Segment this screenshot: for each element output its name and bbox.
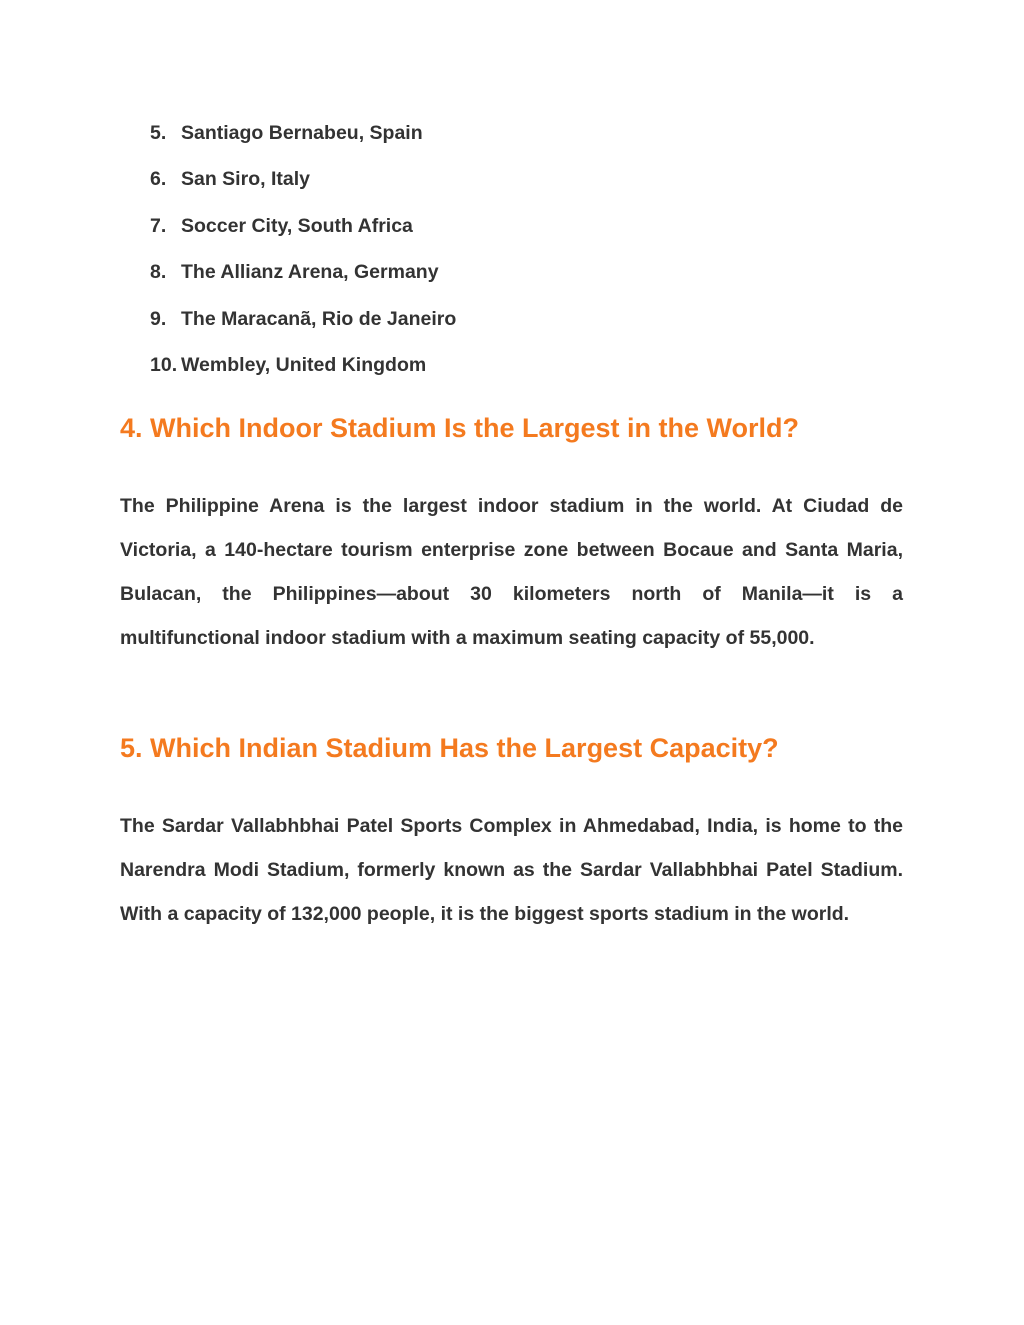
list-item-number: 7. (150, 214, 167, 237)
stadium-list (150, 118, 456, 396)
list-item-text: Santiago Bernabeu, Spain (181, 122, 423, 144)
list-item-text: Soccer City, South Africa (181, 214, 413, 237)
list-item (150, 118, 456, 164)
list-item-number: 6. (150, 168, 167, 191)
section-body-indoor-stadium: The Philippine Arena is the largest indoor stadium in the world. At Ciudad de Victoria, a 140-hectare tourism enterprise zone between Bocaue and Santa Maria, Bulacan, the Philippines—about 30 kilometers north of Manila—it is a multifunctional indoor stadium with a maximum seating capacity of 55,000. (120, 495, 903, 649)
section-heading-indian-stadium: 5. Which Indian Stadium Has the Largest Capacity? (120, 733, 779, 763)
list-item (150, 164, 456, 210)
list-item-number: 9. (150, 307, 167, 330)
list-item-number: 5. (150, 122, 167, 144)
list-item-text: San Siro, Italy (181, 168, 310, 191)
list-item (150, 257, 456, 303)
list-item (150, 304, 456, 350)
list-item-number: 8. (150, 261, 167, 284)
section-heading-indoor-stadium: 4. Which Indoor Stadium Is the Largest in the World? (120, 413, 800, 443)
list-item-text: Wembley, United Kingdom (181, 353, 427, 376)
list-item-text: The Maracanã, Rio de Janeiro (181, 307, 457, 330)
list-item-number: 10. (150, 353, 178, 376)
list-item-text: The Allianz Arena, Germany (181, 261, 439, 284)
list-item (150, 211, 456, 257)
section-body-indian-stadium: The Sardar Vallabhbhai Patel Sports Complex in Ahmedabad, India, is home to the Narendra Modi Stadium, formerly known as the Sardar Vallabhbhai Patel Stadium. With a capacity of 132,000 people, it is the biggest sports stadium in the world. (120, 815, 903, 925)
list-item (150, 350, 456, 396)
